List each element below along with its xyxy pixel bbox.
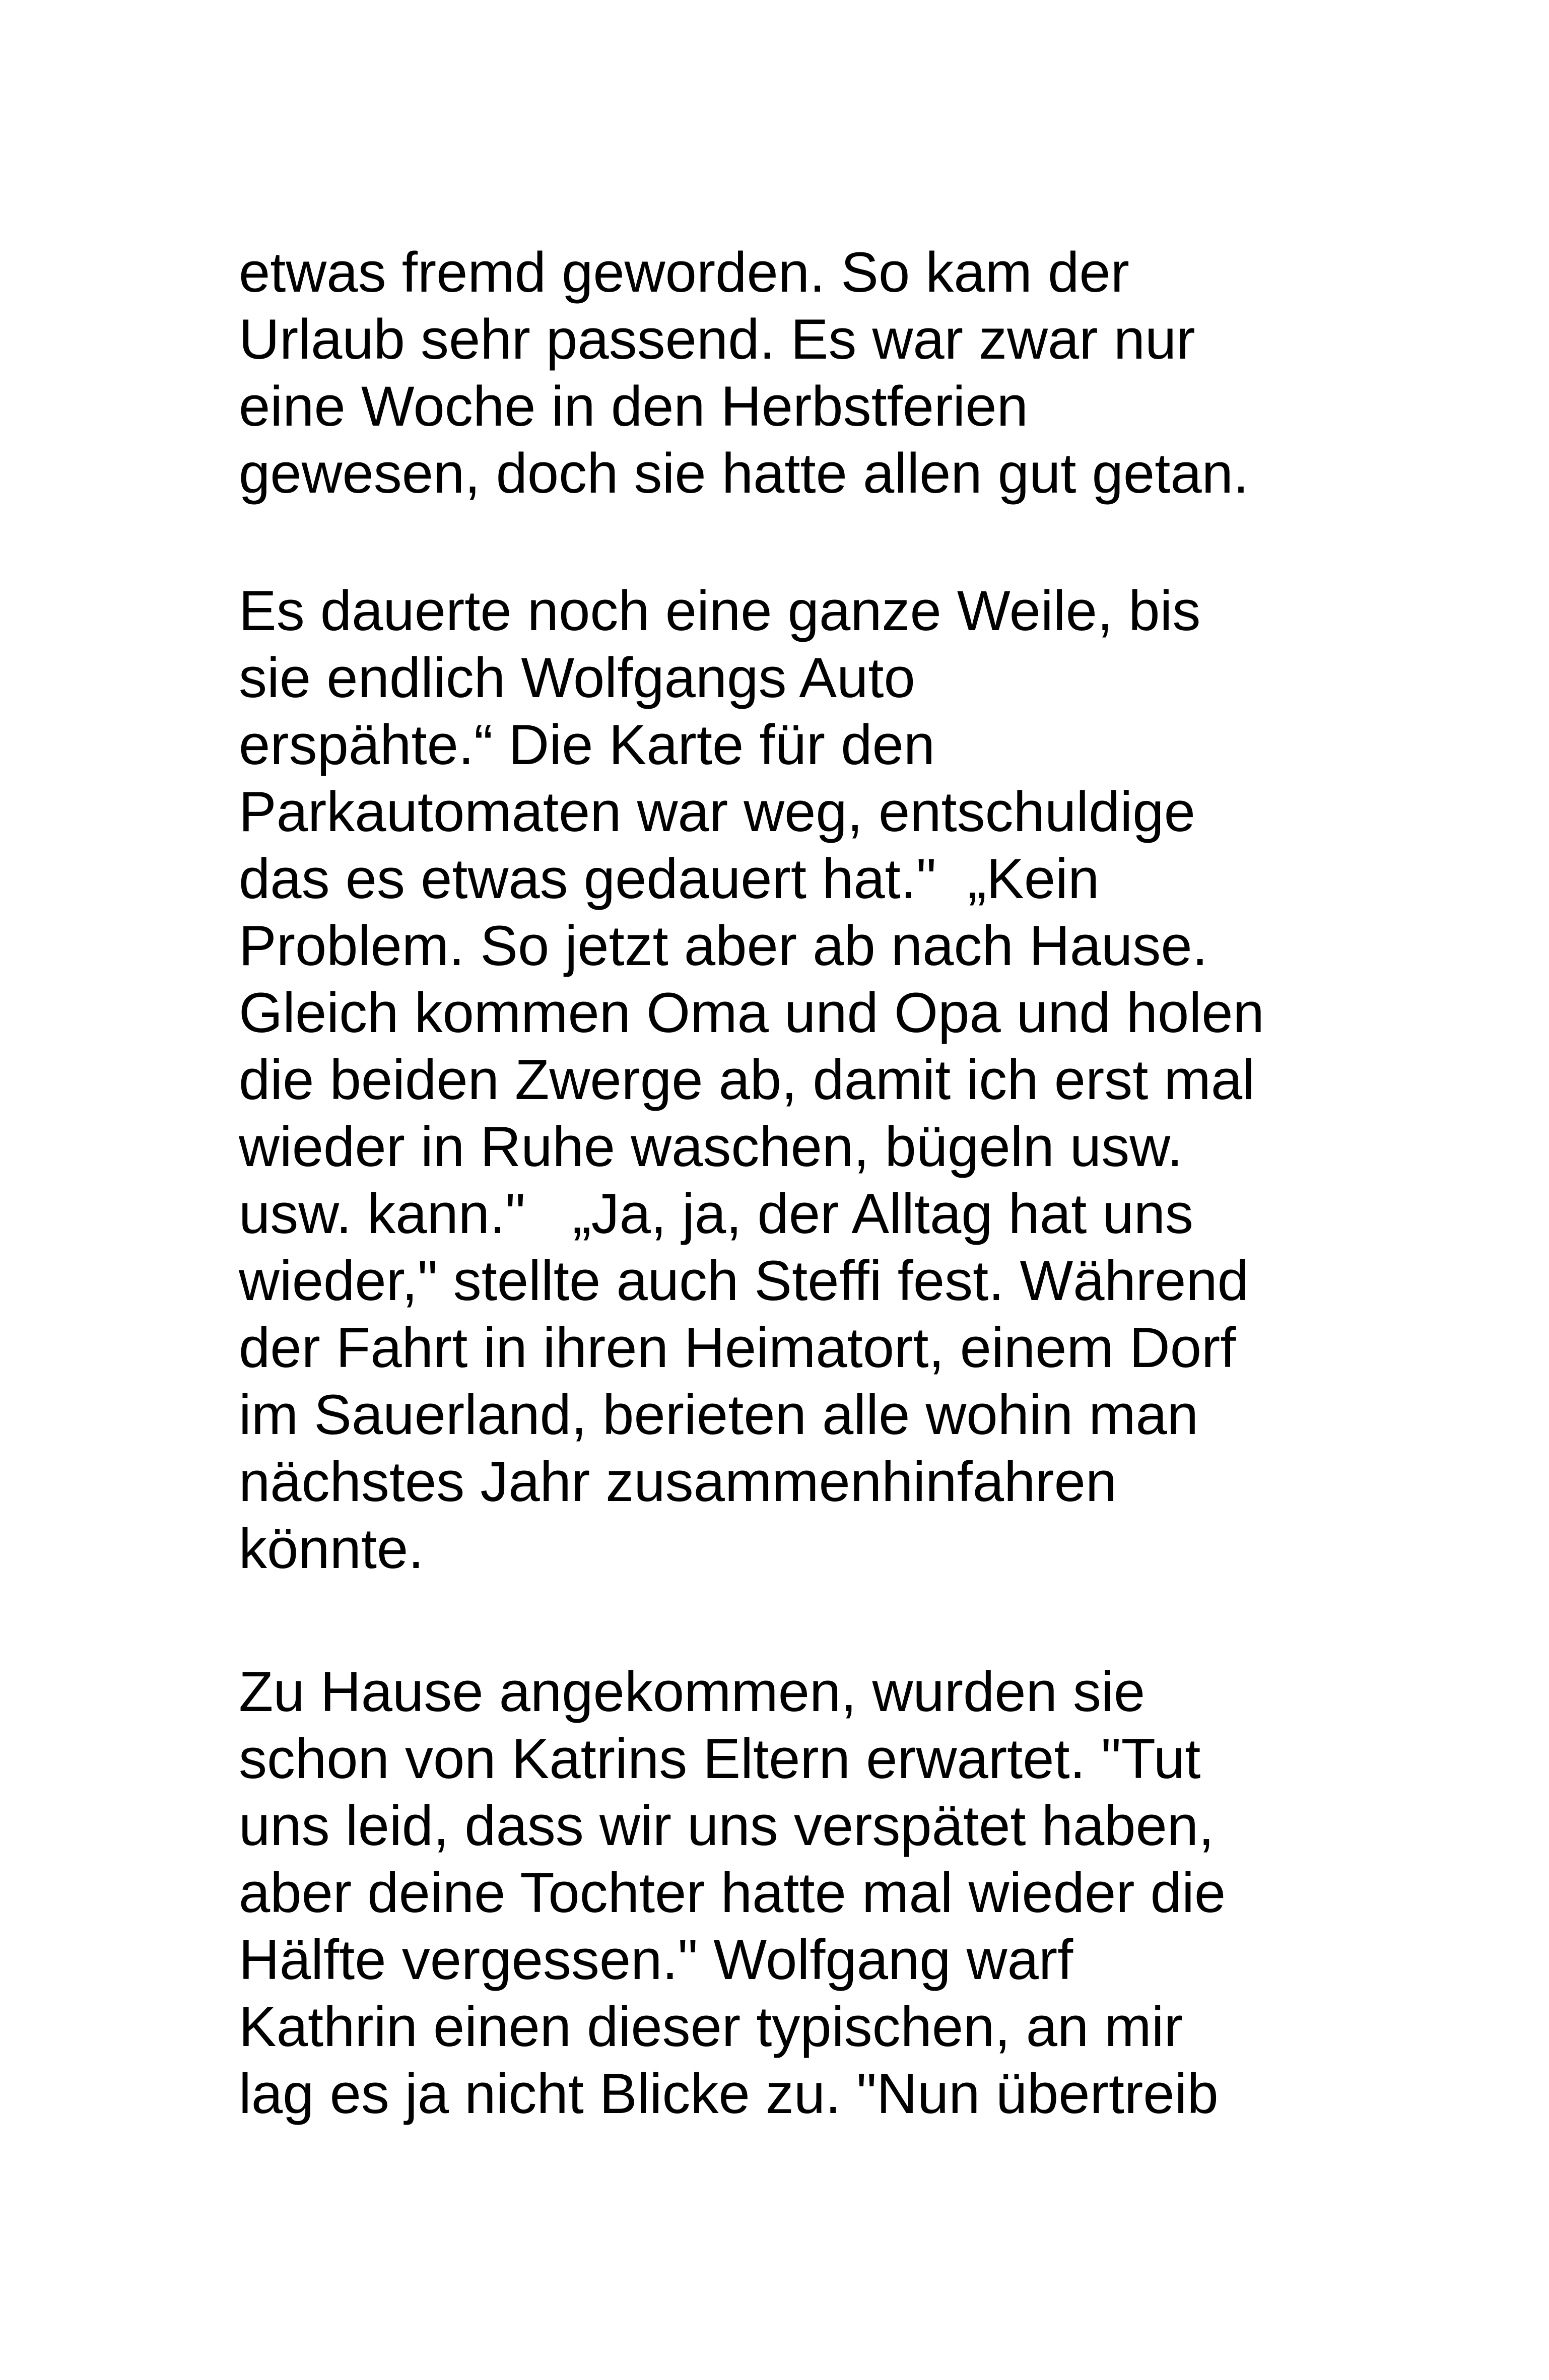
- text-line: usw. kann." „Ja, ja, der Alltag hat uns: [239, 1182, 1194, 1245]
- paragraph-3: [239, 1658, 1347, 2127]
- text-line: der Fahrt in ihren Heimatort, einem Dorf: [239, 1316, 1236, 1379]
- text-line: könnte.: [239, 1517, 424, 1580]
- text-line: nächstes Jahr zusammenhinfahren: [239, 1450, 1117, 1513]
- text-line: sie endlich Wolfgangs Auto: [239, 646, 915, 709]
- text-line: etwas fremd geworden. So kam der: [239, 241, 1129, 304]
- text-line: wieder in Ruhe waschen, bügeln usw.: [239, 1115, 1183, 1178]
- text-line: wieder," stellte auch Steffi fest. Während: [239, 1249, 1249, 1312]
- text-line: aber deine Tochter hatte mal wieder die: [239, 1861, 1226, 1924]
- text-line: Hälfte vergessen." Wolfgang warf: [239, 1928, 1073, 1991]
- paragraph-1: [239, 239, 1347, 507]
- text-line: Parkautomaten war weg, entschuldige: [239, 780, 1195, 843]
- text-line: die beiden Zwerge ab, damit ich erst mal: [239, 1048, 1255, 1111]
- text-line: Es dauerte noch eine ganze Weile, bis: [239, 579, 1201, 642]
- paragraph-2: [239, 577, 1347, 1582]
- text-line: Kathrin einen dieser typischen, an mir: [239, 1995, 1183, 2058]
- text-line: Zu Hause angekommen, wurden sie: [239, 1660, 1146, 1723]
- text-line: schon von Katrins Eltern erwartet. "Tut: [239, 1727, 1201, 1790]
- text-line: Urlaub sehr passend. Es war zwar nur: [239, 308, 1195, 371]
- text-line: lag es ja nicht Blicke zu. "Nun übertreib: [239, 2062, 1219, 2125]
- text-line: im Sauerland, berieten alle wohin man: [239, 1383, 1199, 1446]
- text-line: das es etwas gedauert hat." „Kein: [239, 847, 1100, 910]
- text-line: Problem. So jetzt aber ab nach Hause.: [239, 914, 1208, 977]
- text-line: eine Woche in den Herbstferien: [239, 375, 1028, 438]
- text-line: Gleich kommen Oma und Opa und holen: [239, 981, 1264, 1044]
- text-line: gewesen, doch sie hatte allen gut getan.: [239, 442, 1249, 505]
- text-line: erspähte.“ Die Karte für den: [239, 713, 935, 776]
- text-line: uns leid, dass wir uns verspätet haben,: [239, 1794, 1215, 1857]
